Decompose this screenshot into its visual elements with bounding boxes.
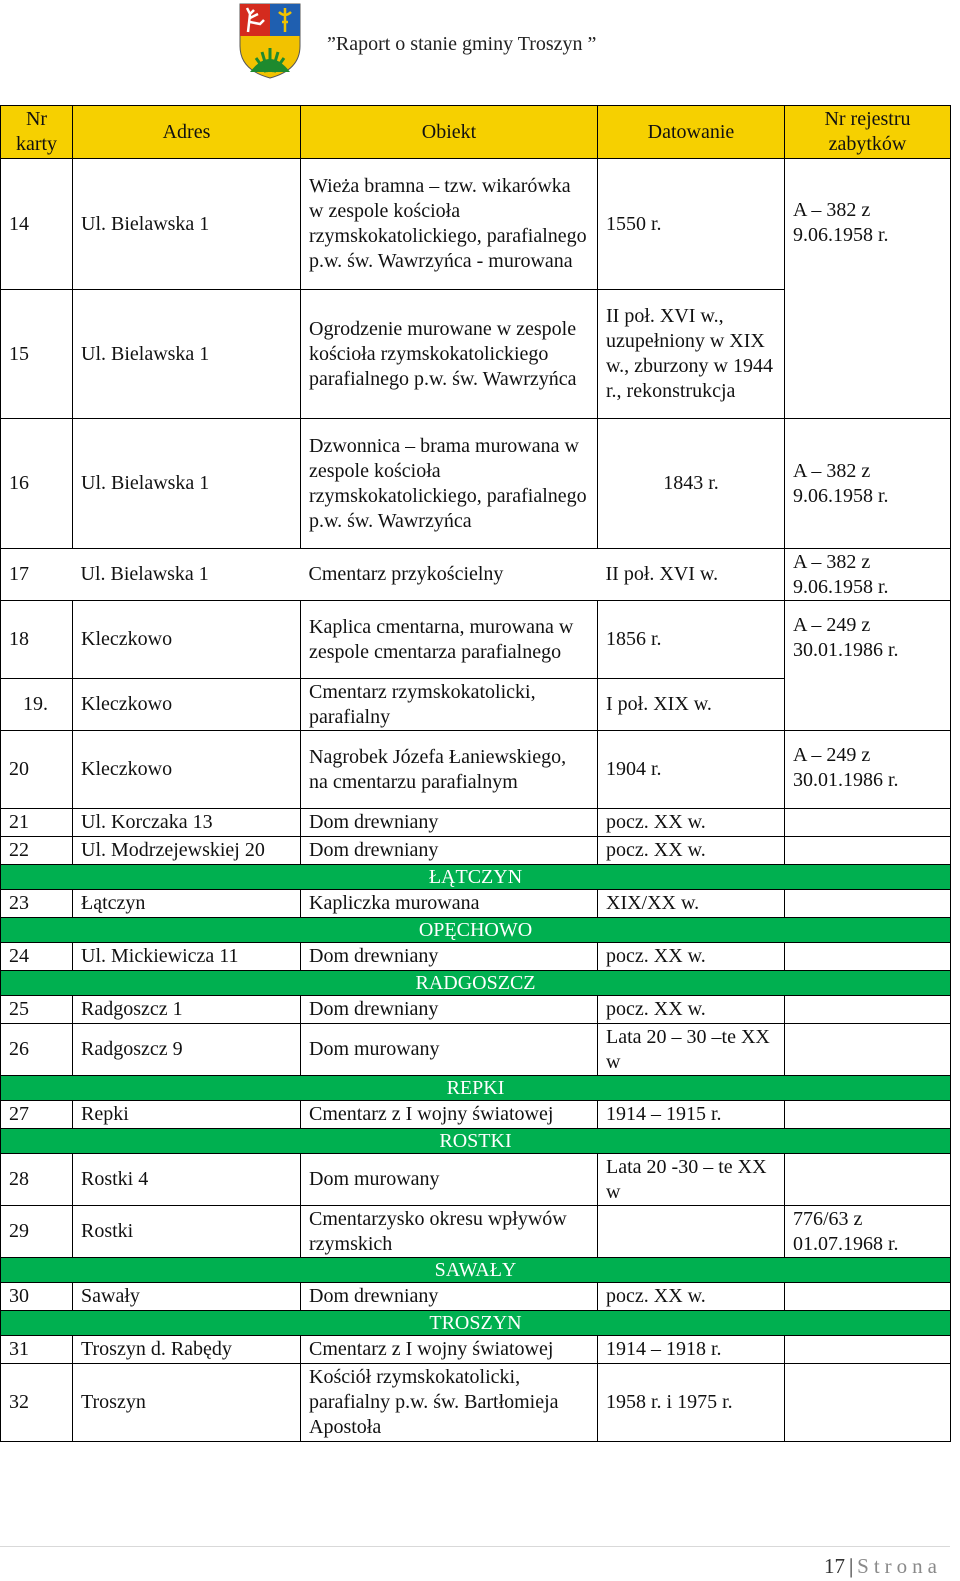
table-row: 31 Troszyn d. Rabędy Cmentarz z I wojny światowej 1914 – 1918 r.: [1, 1336, 951, 1364]
table-row: 26 Radgoszcz 9 Dom murowany Lata 20 – 30 –te XX w: [1, 1024, 951, 1076]
table-row: 23 Łątczyn Kapliczka murowana XIX/XX w.: [1, 890, 951, 918]
header-nr-rejestru: Nr rejestru zabytków: [785, 106, 951, 159]
registry-cell: A – 249 z 30.01.1986 r.: [785, 601, 951, 731]
table-row: 14 Ul. Bielawska 1 Wieża bramna – tzw. wikarówka w zespole kościoła rzymskokatolickiego, parafialnego p.w. św. Wawrzyńca - murowana 1550 r. A – 382 z 9.06.1958 r.: [1, 159, 951, 290]
section-row-rostki: ROSTKI: [1, 1129, 951, 1154]
monuments-table: [0, 105, 951, 1442]
page-number: 17: [823, 1554, 845, 1578]
header-adres: Adres: [73, 106, 301, 159]
header-obiekt: Obiekt: [301, 106, 598, 159]
table-row: 25 Radgoszcz 1 Dom drewniany pocz. XX w.: [1, 996, 951, 1024]
table-row: 27 Repki Cmentarz z I wojny światowej 1914 – 1915 r.: [1, 1101, 951, 1129]
header-datowanie: Datowanie: [598, 106, 785, 159]
registry-cell: A – 382 z 9.06.1958 r.: [785, 549, 951, 601]
table-row: 17 Ul. Bielawska 1 Cmentarz przykościelny II poł. XVI w. A – 382 z 9.06.1958 r.: [1, 549, 951, 601]
table-row: 24 Ul. Mickiewicza 11 Dom drewniany pocz. XX w.: [1, 943, 951, 971]
page-footer: [824, 1554, 942, 1579]
footer-divider: [0, 1546, 950, 1547]
registry-cell: A – 382 z 9.06.1958 r.: [785, 419, 951, 549]
section-row-latczyn: ŁĄTCZYN: [1, 865, 951, 890]
table-header-row: [1, 106, 951, 159]
table-row: 32 Troszyn Kościół rzymskokatolicki, parafialny p.w. św. Bartłomieja Apostoła 1958 r. i 1975 r.: [1, 1364, 951, 1442]
section-row-repki: REPKI: [1, 1076, 951, 1101]
registry-cell: 776/63 z 01.07.1968 r.: [785, 1206, 951, 1258]
table-row: 28 Rostki 4 Dom murowany Lata 20 -30 – te XX w: [1, 1154, 951, 1206]
registry-cell: A – 382 z 9.06.1958 r.: [785, 159, 951, 419]
section-row-radgoszcz: RADGOSZCZ: [1, 971, 951, 996]
footer-page-word: Strona: [857, 1554, 942, 1578]
table-row: 30 Sawały Dom drewniany pocz. XX w.: [1, 1283, 951, 1311]
document-title: ”Raport o stanie gminy Troszyn ”: [327, 33, 597, 55]
table-row: 29 Rostki Cmentarzysko okresu wpływów rzymskich 776/63 z 01.07.1968 r.: [1, 1206, 951, 1258]
table-row: 21 Ul. Korczaka 13 Dom drewniany pocz. XX w.: [1, 809, 951, 837]
section-row-opechowo: OPĘCHOWO: [1, 918, 951, 943]
header-nr-karty: Nr karty: [1, 106, 73, 159]
section-row-sawaly: SAWAŁY: [1, 1258, 951, 1283]
table-row: 16 Ul. Bielawska 1 Dzwonnica – brama murowana w zespole kościoła rzymskokatolickiego, parafialnego p.w. św. Wawrzyńca 1843 r. A – 382 z 9.06.1958 r.: [1, 419, 951, 549]
table-row: 19. Kleczkowo Cmentarz rzymskokatolicki, parafialny I poł. XIX w.: [1, 679, 951, 731]
coat-of-arms-logo: [238, 2, 302, 80]
table-row: 22 Ul. Modrzejewskiej 20 Dom drewniany pocz. XX w.: [1, 837, 951, 865]
registry-cell: A – 249 z 30.01.1986 r.: [785, 731, 951, 809]
table-row: 20 Kleczkowo Nagrobek Józefa Łaniewskiego, na cmentarzu parafialnym 1904 r. A – 249 z 30.01.1986 r.: [1, 731, 951, 809]
table-row: 15 Ul. Bielawska 1 Ogrodzenie murowane w zespole kościoła rzymskokatolickiego parafialnego p.w. św. Wawrzyńca II poł. XVI w., uzupełniony w XIX w., zburzony w 1944 r., rekonstrukcja: [1, 290, 951, 419]
section-row-troszyn: TROSZYN: [1, 1311, 951, 1336]
footer-separator: |: [848, 1554, 854, 1578]
table-row: 18 Kleczkowo Kaplica cmentarna, murowana w zespole cmentarza parafialnego 1856 r. A – 249 z 30.01.1986 r.: [1, 601, 951, 679]
